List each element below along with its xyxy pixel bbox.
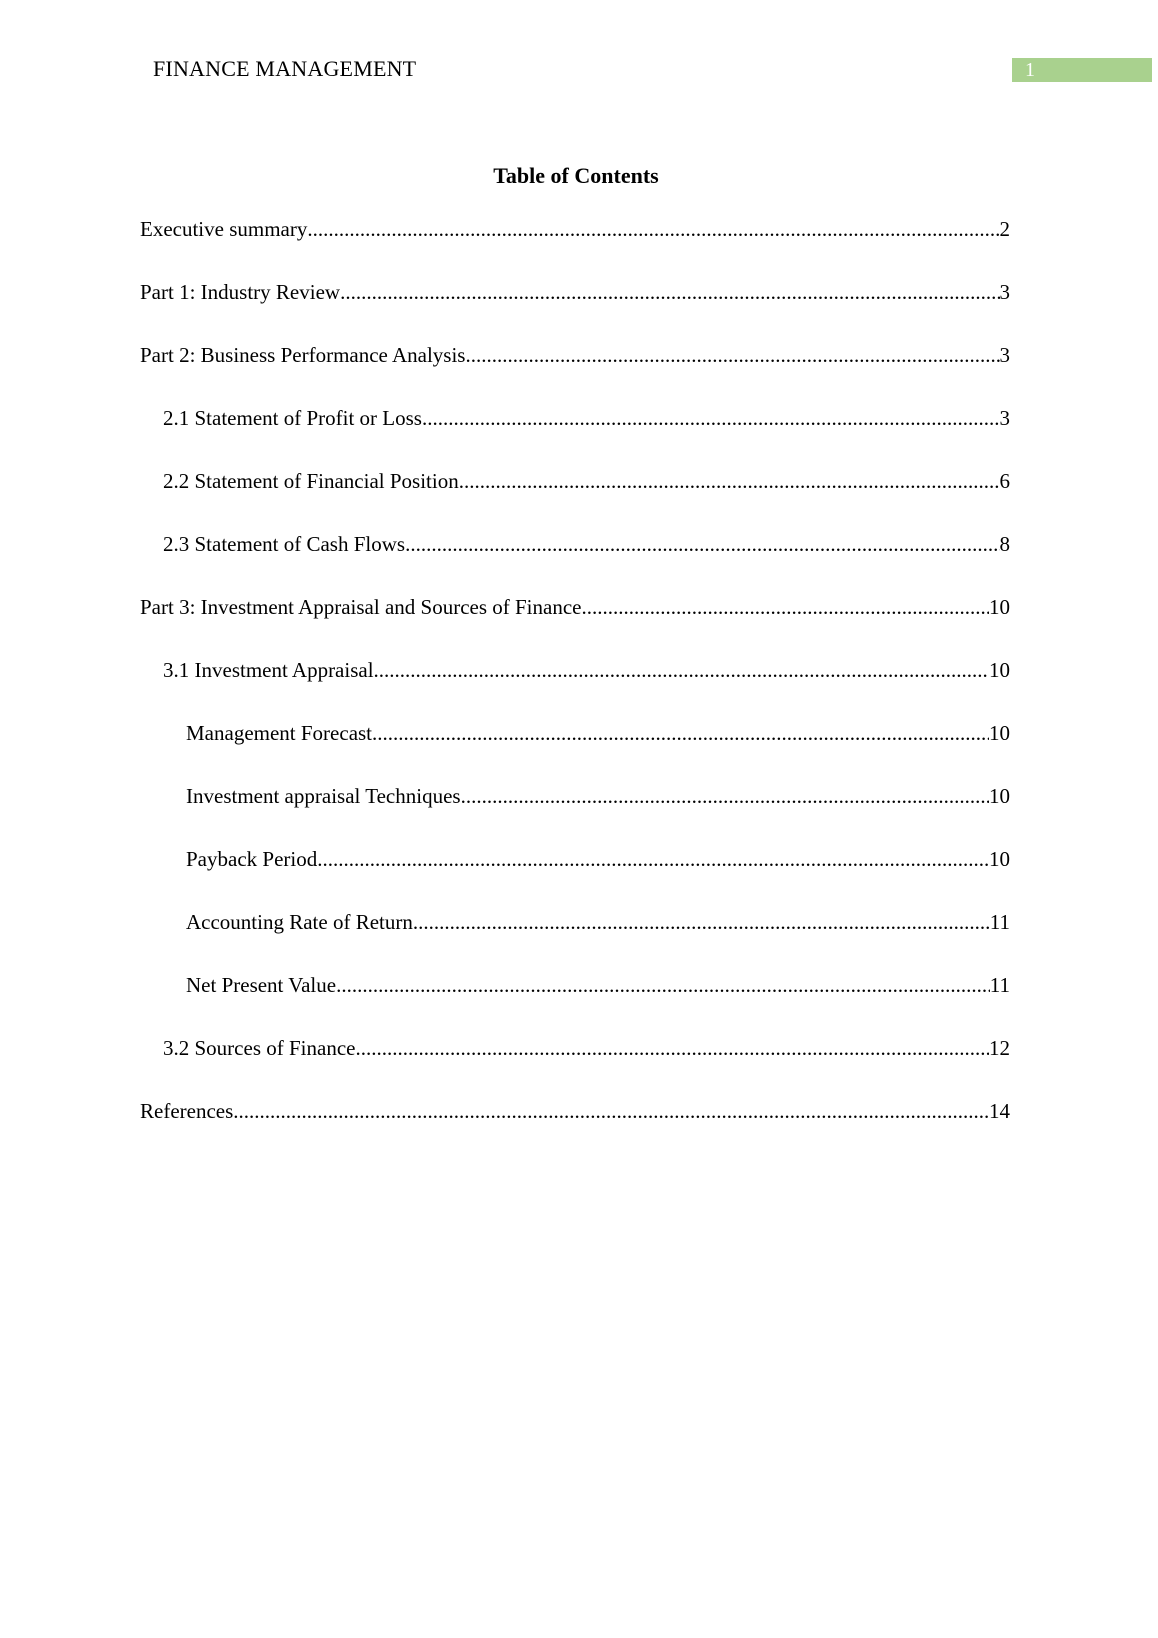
toc-entry[interactable] bbox=[140, 278, 1010, 341]
toc-entry[interactable] bbox=[140, 845, 1010, 908]
toc-entry-label: Payback Period bbox=[186, 847, 318, 871]
toc-entry-label: Part 2: Business Performance Analysis bbox=[140, 343, 466, 367]
toc-entry[interactable] bbox=[140, 530, 1010, 593]
toc-entry-label: Net Present Value bbox=[186, 973, 337, 997]
toc-dot-leader bbox=[459, 467, 1000, 495]
toc-entry[interactable] bbox=[140, 656, 1010, 719]
toc-entry-page: 10 bbox=[989, 721, 1010, 745]
toc-entry-label: 3.1 Investment Appraisal bbox=[163, 658, 374, 682]
toc-entry-page: 8 bbox=[999, 532, 1010, 556]
toc-entry-label: Executive summary bbox=[140, 217, 308, 241]
toc-entry[interactable] bbox=[140, 719, 1010, 782]
toc-entry-label: 2.2 Statement of Financial Position bbox=[163, 469, 459, 493]
toc-entry-page: 12 bbox=[989, 1036, 1010, 1060]
toc-entry[interactable] bbox=[140, 215, 1010, 278]
toc-dot-leader bbox=[422, 404, 1000, 432]
toc-dot-leader bbox=[581, 593, 989, 621]
toc-entry-label: 2.1 Statement of Profit or Loss bbox=[163, 406, 422, 430]
toc-entry-page: 3 bbox=[999, 280, 1010, 304]
toc-entry-label: Part 1: Industry Review bbox=[140, 280, 341, 304]
toc-dot-leader bbox=[336, 971, 990, 999]
toc-entry-page: 11 bbox=[989, 910, 1010, 934]
toc-entry[interactable] bbox=[140, 467, 1010, 530]
toc-dot-leader bbox=[233, 1097, 989, 1125]
toc-dot-leader bbox=[307, 215, 999, 243]
toc-dot-leader bbox=[317, 845, 989, 873]
toc-entry-page: 2 bbox=[999, 217, 1010, 241]
toc-entry-page: 6 bbox=[999, 469, 1010, 493]
toc-entry-label: 3.2 Sources of Finance bbox=[163, 1036, 356, 1060]
toc-entry-page: 10 bbox=[989, 784, 1010, 808]
toc-dot-leader bbox=[405, 530, 999, 558]
toc-entry[interactable] bbox=[140, 593, 1010, 656]
toc-heading: Table of Contents bbox=[493, 163, 659, 188]
toc-entry[interactable] bbox=[140, 782, 1010, 845]
toc-entry-page: 10 bbox=[989, 847, 1010, 871]
running-header-title: FINANCE MANAGEMENT bbox=[153, 56, 417, 81]
table-of-contents bbox=[140, 215, 1010, 1160]
toc-dot-leader bbox=[465, 341, 999, 369]
toc-dot-leader bbox=[374, 656, 989, 684]
toc-entry-label: Investment appraisal Techniques bbox=[186, 784, 461, 808]
toc-entry-page: 10 bbox=[989, 658, 1010, 682]
toc-entry[interactable] bbox=[140, 404, 1010, 467]
toc-entry[interactable] bbox=[140, 1097, 1010, 1160]
toc-dot-leader bbox=[355, 1034, 989, 1062]
toc-entry-label: Accounting Rate of Return bbox=[186, 910, 413, 934]
toc-entry-label: 2.3 Statement of Cash Flows bbox=[163, 532, 406, 556]
toc-dot-leader bbox=[461, 782, 989, 810]
toc-entry[interactable] bbox=[140, 908, 1010, 971]
toc-entry[interactable] bbox=[140, 341, 1010, 404]
toc-entry-label: References bbox=[140, 1099, 234, 1123]
toc-dot-leader bbox=[413, 908, 990, 936]
toc-entry-page: 10 bbox=[989, 595, 1010, 619]
toc-dot-leader bbox=[340, 278, 999, 306]
toc-entry-page: 14 bbox=[989, 1099, 1010, 1123]
toc-entry[interactable] bbox=[140, 971, 1010, 1034]
toc-entry-label: Part 3: Investment Appraisal and Sources of Finance bbox=[140, 595, 582, 619]
toc-entry-page: 3 bbox=[999, 406, 1010, 430]
page-number-badge: 1 bbox=[1012, 58, 1152, 82]
toc-dot-leader bbox=[372, 719, 989, 747]
toc-entry-page: 3 bbox=[999, 343, 1010, 367]
toc-entry-label: Management Forecast bbox=[186, 721, 373, 745]
toc-entry-page: 11 bbox=[989, 973, 1010, 997]
toc-entry[interactable] bbox=[140, 1034, 1010, 1097]
